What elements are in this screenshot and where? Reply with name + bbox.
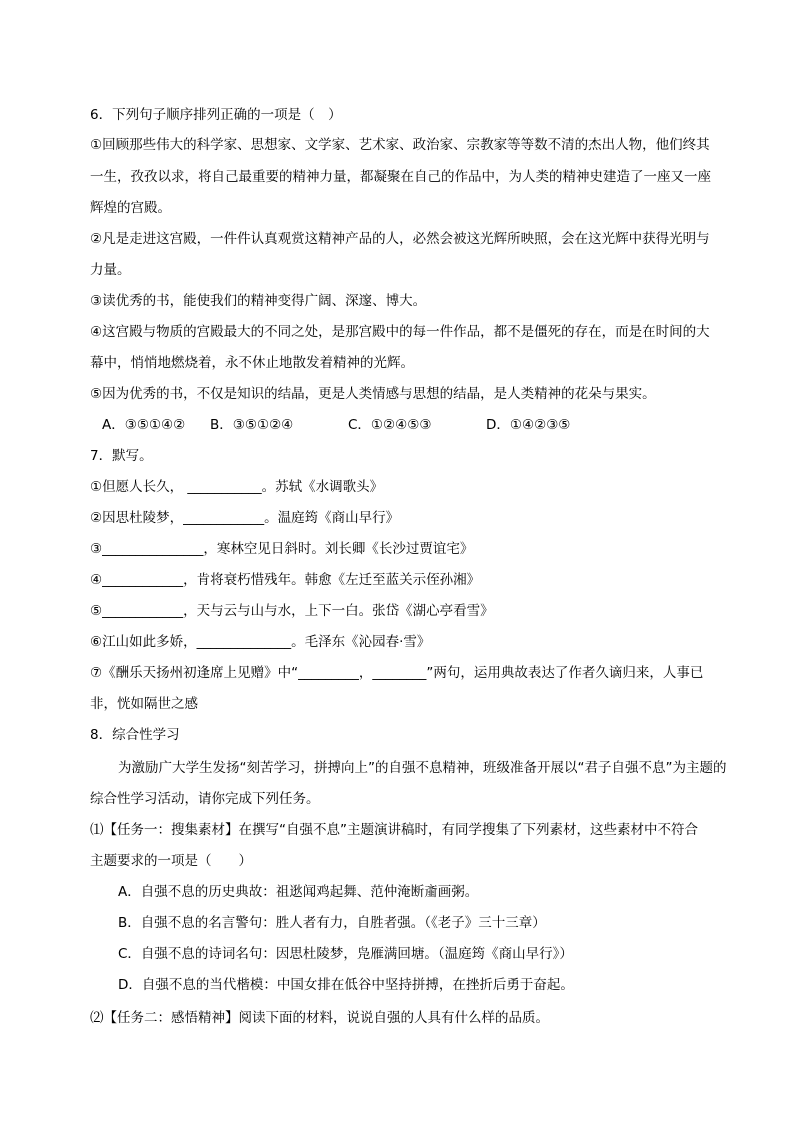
q8-option-a: A．自强不息的历史典故：祖逖闻鸡起舞、范仲淹断齑画粥。	[118, 884, 479, 900]
q8-option-b: B．自强不息的名言警句：胜人者有力，自胜者强。（《老子》三十三章）	[118, 915, 546, 931]
q7-line-4: ④____________，肯将衰朽惜残年。韩愈《左迁至蓝关示侄孙湘》	[90, 572, 481, 588]
q7-line-2: ②因思杜陵梦，____________。温庭筠《商山早行》	[90, 510, 400, 526]
q7-line-6: ⑥江山如此多娇，______________。毛泽东《沁园春·雪》	[90, 634, 431, 650]
q8-title: 8．综合性学习	[90, 727, 180, 743]
q8-task-1-line-1: ⑴【任务一：搜集素材】在撰写“自强不息”主题演讲稿时，有同学搜集了下列素材，这些素材中不符合	[90, 822, 698, 838]
q6-sentence-2-line-1: ②凡是走进这宫殿，一件件认真观赏这精神产品的人，必然会被这光辉所映照，会在这光辉中获得光明与	[90, 231, 710, 247]
q8-option-d: D．自强不息的当代楷模：中国女排在低谷中坚持拼搏，在挫折后勇于奋起。	[118, 977, 574, 993]
q6-option-c: C．①②④⑤③	[348, 417, 432, 433]
q7-line-5: ⑤____________，天与云与山与水，上下一白。张岱《湖心亭看雪》	[90, 603, 494, 619]
q6-sentence-3: ③读优秀的书，能使我们的精神变得广阔、深邃、博大。	[90, 293, 427, 309]
q6-title: 6．下列句子顺序排列正确的一项是（ ）	[90, 107, 342, 123]
q8-intro-line-2: 综合性学习活动，请你完成下列任务。	[90, 791, 320, 807]
q6-option-b: B．③⑤①②④	[210, 417, 294, 433]
q8-task-2: ⑵【任务二：感悟精神】阅读下面的材料，说说自强的人具有什么样的品质。	[90, 1010, 549, 1026]
q6-sentence-4-line-1: ④这宫殿与物质的宫殿最大的不同之处，是那宫殿中的每一件作品，都不是僵死的存在，而是在时间的大	[90, 324, 710, 340]
q8-option-c: C．自强不息的诗词名句：因思杜陵梦，凫雁满回塘。（温庭筠《商山早行》）	[118, 946, 573, 962]
q7-line-7a: ⑦《酬乐天扬州初逢席上见赠》中“_________，________”两句，运用典故表达了作者久谪归来，人事已	[90, 665, 704, 681]
q8-intro-line-1: 为激励广大学生发扬“刻苦学习，拼搏向上”的自强不息精神，班级准备开展以“君子自强不息”为主题的	[118, 760, 727, 776]
q6-sentence-5: ⑤因为优秀的书，不仅是知识的结晶，更是人类情感与思想的结晶，是人类精神的花朵与果实。	[90, 386, 656, 402]
q7-line-3: ③_______________，寒林空见日斜时。刘长卿《长沙过贾谊宅》	[90, 541, 474, 557]
q6-sentence-1-line-3: 辉煌的宫殿。	[90, 200, 171, 216]
q6-sentence-2-line-2: 力量。	[90, 262, 131, 278]
q6-option-a: A．③⑤①④②	[102, 417, 186, 433]
q7-line-7b: 非，恍如隔世之感	[90, 696, 198, 712]
q7-title: 7．默写。	[90, 448, 153, 464]
q6-sentence-1-line-1: ①回顾那些伟大的科学家、思想家、文学家、艺术家、政治家、宗教家等等数不清的杰出人物，他们终其	[90, 137, 710, 153]
q7-line-1: ①但愿人长久， ___________。苏轼《水调歌头》	[90, 479, 384, 495]
q6-sentence-1-line-2: 一生，孜孜以求，将自己最重要的精神力量，都凝聚在自己的作品中，为人类的精神史建造了一座又一座	[90, 169, 711, 185]
q6-option-d: D．①④②③⑤	[486, 417, 571, 433]
q6-sentence-4-line-2: 幕中，悄悄地燃烧着，永不休止地散发着精神的光辉。	[90, 355, 414, 371]
q8-task-1-line-2: 主题要求的一项是（ ）	[90, 853, 252, 869]
